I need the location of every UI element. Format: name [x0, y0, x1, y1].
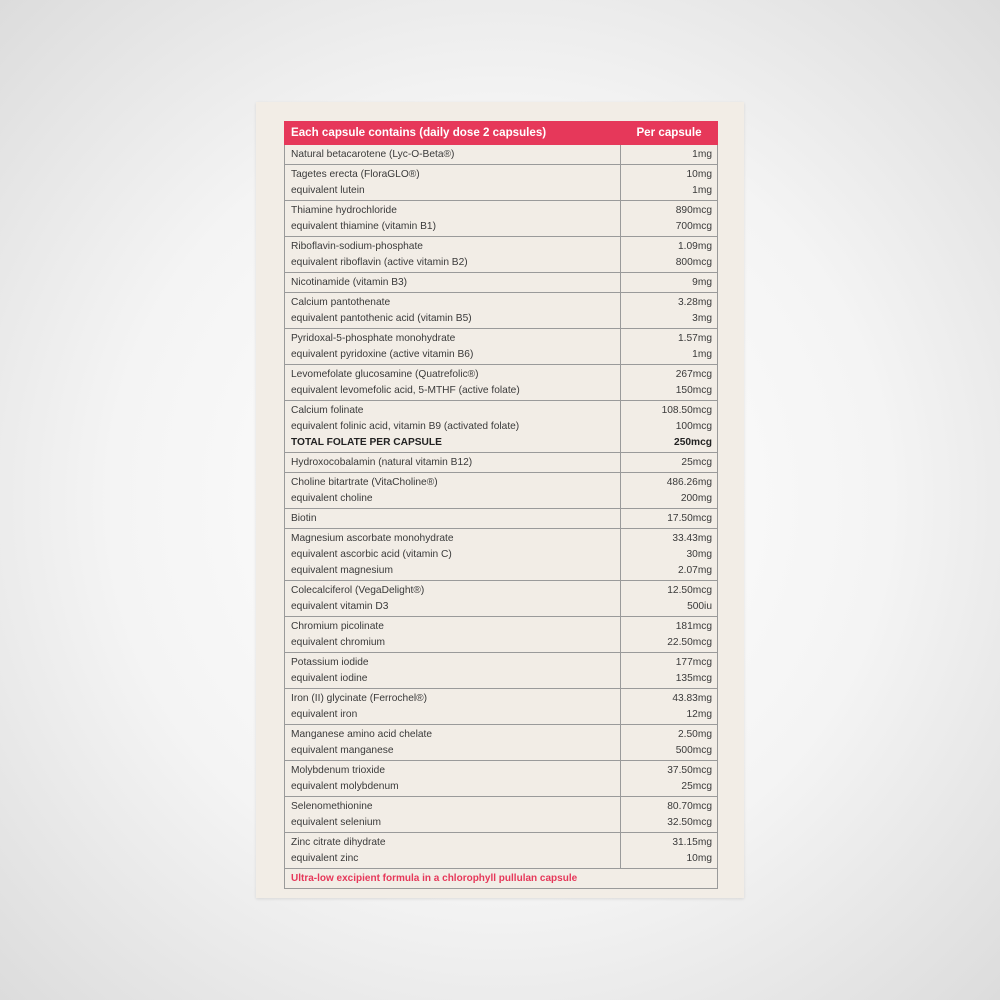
ingredient-cell	[285, 653, 621, 689]
amount-cell	[621, 273, 718, 293]
ingredient-amount: 37.50mcg	[667, 764, 712, 776]
ingredient-name: equivalent molybdenum	[291, 780, 399, 792]
ingredient-name: Molybdenum trioxide	[291, 764, 385, 776]
ingredient-name: equivalent folinic acid, vitamin B9 (activated folate)	[291, 420, 520, 432]
ingredient-name: TOTAL FOLATE PER CAPSULE	[291, 436, 442, 448]
amount-cell	[621, 401, 718, 453]
ingredient-name: Choline bitartrate (VitaCholine®)	[291, 476, 438, 488]
ingredient-amount: 267mcg	[675, 368, 712, 380]
ingredient-amount: 31.15mg	[672, 836, 712, 848]
ingredient-name: equivalent lutein	[291, 184, 365, 196]
table-row	[285, 509, 718, 529]
amount-cell	[621, 689, 718, 725]
amount-cell	[621, 365, 718, 401]
amount-cell	[621, 617, 718, 653]
ingredient-cell	[285, 273, 621, 293]
table-row	[285, 293, 718, 329]
ingredient-name: Calcium pantothenate	[291, 296, 391, 308]
ingredient-amount: 17.50mcg	[667, 512, 712, 524]
ingredient-amount: 2.50mg	[678, 728, 712, 740]
ingredient-name: equivalent iron	[291, 708, 358, 720]
footer-note: Ultra-low excipient formula in a chlorophyll pullulan capsule	[285, 869, 718, 889]
ingredient-name: equivalent ascorbic acid (vitamin C)	[291, 548, 452, 560]
ingredient-name: Chromium picolinate	[291, 620, 384, 632]
ingredient-name: equivalent vitamin D3	[291, 600, 389, 612]
ingredient-name: equivalent pyridoxine (active vitamin B6)	[291, 348, 474, 360]
ingredient-amount: 177mcg	[675, 656, 712, 668]
amount-cell	[621, 165, 718, 201]
ingredient-name: equivalent chromium	[291, 636, 385, 648]
supplement-facts-panel	[256, 102, 744, 898]
ingredient-amount: 100mcg	[675, 420, 712, 432]
ingredient-name: Zinc citrate dihydrate	[291, 836, 386, 848]
ingredient-name: Selenomethionine	[291, 800, 373, 812]
nutrition-table	[284, 121, 718, 889]
ingredient-amount: 500iu	[687, 600, 712, 612]
ingredient-cell	[285, 725, 621, 761]
ingredient-name: equivalent manganese	[291, 744, 394, 756]
amount-cell	[621, 761, 718, 797]
ingredient-name: equivalent iodine	[291, 672, 368, 684]
ingredient-amount: 486.26mg	[666, 476, 712, 488]
ingredient-amount: 3mg	[692, 312, 712, 324]
amount-cell	[621, 797, 718, 833]
table-row	[285, 453, 718, 473]
ingredient-name: Natural betacarotene (Lyc-O-Beta®)	[291, 148, 455, 160]
ingredient-cell	[285, 453, 621, 473]
ingredient-amount: 1mg	[692, 148, 712, 160]
table-row	[285, 473, 718, 509]
table-row	[285, 401, 718, 453]
ingredient-amount: 500mcg	[675, 744, 712, 756]
table-row	[285, 237, 718, 273]
ingredient-amount: 10mg	[686, 852, 712, 864]
table-row	[285, 617, 718, 653]
table-row	[285, 761, 718, 797]
ingredient-cell	[285, 797, 621, 833]
ingredient-name: Pyridoxal-5-phosphate monohydrate	[291, 332, 456, 344]
ingredient-amount: 12mg	[686, 708, 712, 720]
table-row	[285, 145, 718, 165]
ingredient-cell	[285, 617, 621, 653]
table-header-row	[285, 122, 718, 145]
ingredient-name: Hydroxocobalamin (natural vitamin B12)	[291, 456, 473, 468]
ingredient-name: equivalent magnesium	[291, 564, 393, 576]
ingredient-name: Biotin	[291, 512, 317, 524]
ingredient-name: Colecalciferol (VegaDelight®)	[291, 584, 425, 596]
ingredient-name: equivalent selenium	[291, 816, 382, 828]
table-row	[285, 653, 718, 689]
amount-cell	[621, 509, 718, 529]
ingredient-amount: 25mcg	[681, 780, 712, 792]
ingredient-name: Iron (II) glycinate (Ferrochel®)	[291, 692, 428, 704]
table-row	[285, 329, 718, 365]
table-body	[285, 145, 718, 869]
table-row	[285, 529, 718, 581]
ingredient-amount: 108.50mcg	[661, 404, 712, 416]
ingredient-amount: 1.09mg	[678, 240, 712, 252]
header-per-capsule: Per capsule	[621, 122, 718, 145]
amount-cell	[621, 653, 718, 689]
amount-cell	[621, 581, 718, 617]
ingredient-cell	[285, 165, 621, 201]
ingredient-amount: 1mg	[692, 184, 712, 196]
table-row	[285, 165, 718, 201]
ingredient-amount: 22.50mcg	[667, 636, 712, 648]
table-row	[285, 201, 718, 237]
ingredient-cell	[285, 529, 621, 581]
ingredient-amount: 135mcg	[675, 672, 712, 684]
ingredient-cell	[285, 761, 621, 797]
amount-cell	[621, 201, 718, 237]
table-row	[285, 365, 718, 401]
ingredient-amount: 2.07mg	[678, 564, 712, 576]
ingredient-cell	[285, 509, 621, 529]
ingredient-name: equivalent choline	[291, 492, 373, 504]
table-row	[285, 833, 718, 869]
ingredient-cell	[285, 237, 621, 273]
ingredient-amount: 43.83mg	[672, 692, 712, 704]
ingredient-cell	[285, 581, 621, 617]
table-footer-row	[285, 869, 718, 889]
amount-cell	[621, 725, 718, 761]
ingredient-amount: 9mg	[692, 276, 712, 288]
ingredient-amount: 32.50mcg	[667, 816, 712, 828]
ingredient-name: Potassium iodide	[291, 656, 369, 668]
ingredient-amount: 33.43mg	[672, 532, 712, 544]
ingredient-name: equivalent levomefolic acid, 5-MTHF (active folate)	[291, 384, 520, 396]
ingredient-cell	[285, 365, 621, 401]
ingredient-name: equivalent zinc	[291, 852, 359, 864]
ingredient-cell	[285, 401, 621, 453]
table-row	[285, 273, 718, 293]
ingredient-cell	[285, 833, 621, 869]
ingredient-name: equivalent riboflavin (active vitamin B2)	[291, 256, 468, 268]
ingredient-cell	[285, 293, 621, 329]
table-row	[285, 689, 718, 725]
amount-cell	[621, 293, 718, 329]
ingredient-amount: 1mg	[692, 348, 712, 360]
ingredient-amount: 25mcg	[681, 456, 712, 468]
ingredient-cell	[285, 145, 621, 165]
ingredient-amount: 181mcg	[675, 620, 712, 632]
ingredient-amount: 80.70mcg	[667, 800, 712, 812]
ingredient-cell	[285, 689, 621, 725]
ingredient-name: Nicotinamide (vitamin B3)	[291, 276, 408, 288]
ingredient-amount: 200mg	[680, 492, 712, 504]
ingredient-cell	[285, 473, 621, 509]
ingredient-cell	[285, 201, 621, 237]
amount-cell	[621, 529, 718, 581]
ingredient-name: Manganese amino acid chelate	[291, 728, 433, 740]
ingredient-name: Tagetes erecta (FloraGLO®)	[291, 168, 420, 180]
ingredient-name: Levomefolate glucosamine (Quatrefolic®)	[291, 368, 479, 380]
ingredient-name: Thiamine hydrochloride	[291, 204, 397, 216]
ingredient-name: equivalent pantothenic acid (vitamin B5)	[291, 312, 472, 324]
ingredient-amount: 250mcg	[674, 436, 712, 448]
table-row	[285, 797, 718, 833]
ingredient-name: Magnesium ascorbate monohydrate	[291, 532, 454, 544]
amount-cell	[621, 237, 718, 273]
ingredient-amount: 150mcg	[675, 384, 712, 396]
amount-cell	[621, 833, 718, 869]
ingredient-amount: 1.57mg	[678, 332, 712, 344]
amount-cell	[621, 329, 718, 365]
amount-cell	[621, 453, 718, 473]
header-ingredients: Each capsule contains (daily dose 2 capsules)	[285, 122, 621, 145]
ingredient-amount: 10mg	[686, 168, 712, 180]
ingredient-amount: 700mcg	[675, 220, 712, 232]
ingredient-amount: 800mcg	[675, 256, 712, 268]
amount-cell	[621, 473, 718, 509]
ingredient-name: Calcium folinate	[291, 404, 364, 416]
ingredient-amount: 30mg	[686, 548, 712, 560]
ingredient-name: Riboflavin-sodium-phosphate	[291, 240, 423, 252]
table-row	[285, 581, 718, 617]
ingredient-cell	[285, 329, 621, 365]
ingredient-amount: 890mcg	[675, 204, 712, 216]
amount-cell	[621, 145, 718, 165]
ingredient-amount: 12.50mcg	[667, 584, 712, 596]
ingredient-name: equivalent thiamine (vitamin B1)	[291, 220, 436, 232]
table-row	[285, 725, 718, 761]
ingredient-amount: 3.28mg	[678, 296, 712, 308]
